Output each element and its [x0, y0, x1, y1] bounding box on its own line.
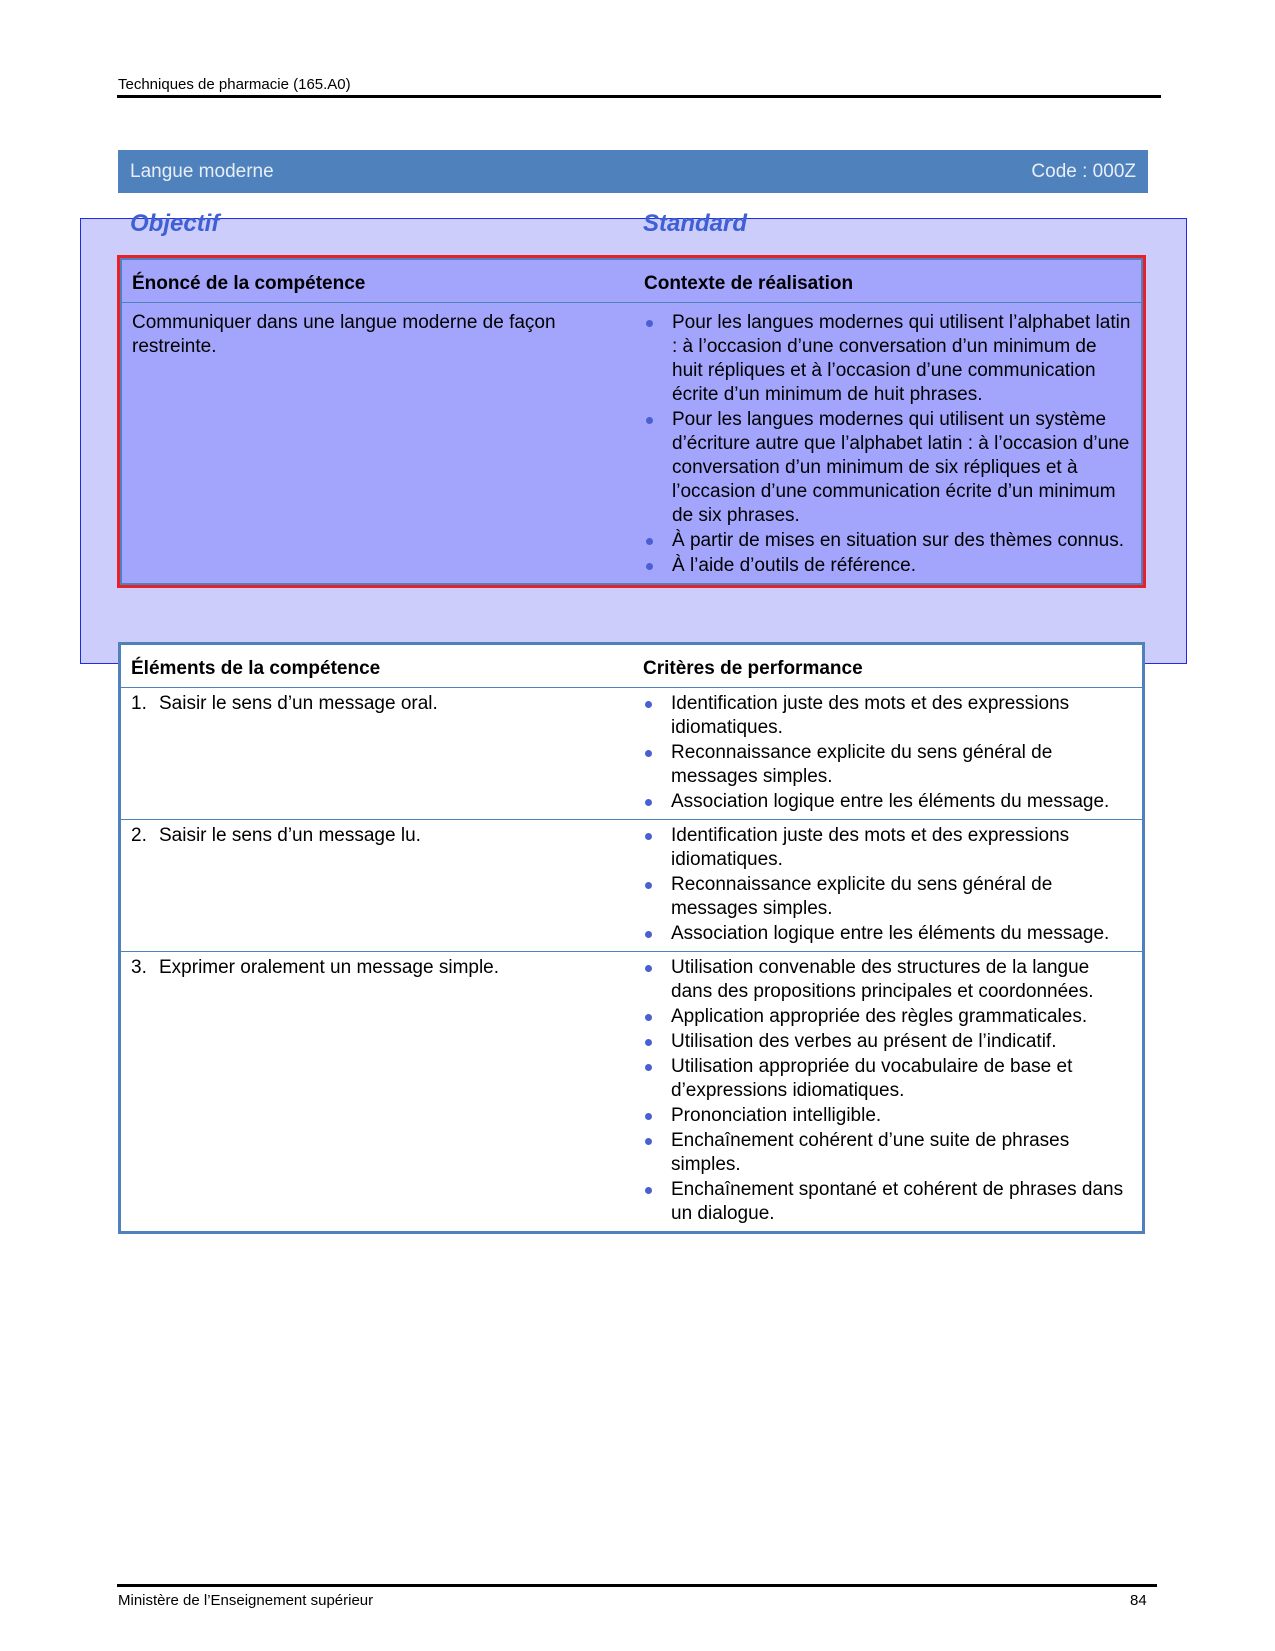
course-title-bar: [118, 150, 1148, 193]
criteria-list: [643, 824, 1132, 946]
criteria-item-text: Enchaînement spontané et cohérent de phrases dans un dialogue.: [671, 1179, 1124, 1224]
criteria-cell: [633, 688, 1144, 820]
bullet-icon: [645, 701, 652, 708]
context-item-text: Pour les langues modernes qui utilisent un système d’écriture autre que l’alphabet latin : à l’occasion d’une conversation d’un minimum de six répliques et à l’occasion d’une communication écrite d’un minimum de six phrases.: [672, 409, 1130, 526]
criteria-item: [643, 956, 1132, 1004]
criteria-cell: [633, 952, 1144, 1233]
criteria-item: [643, 790, 1132, 814]
elements-table-header-row: [120, 644, 1144, 688]
context-item-text: Pour les langues modernes qui utilisent l’alphabet latin : à l’occasion d’une conversation d’un minimum de huit répliques et à l’occasion d’une communication écrite d’un minimum de huit phrases.: [672, 312, 1131, 405]
statement-table-header-row: [121, 259, 1142, 303]
context-item-text: À l’aide d’outils de référence.: [672, 555, 916, 576]
elements-column-header: Éléments de la compétence: [120, 644, 634, 688]
bullet-icon: [646, 320, 653, 327]
bullet-icon: [645, 1138, 652, 1145]
course-name: Langue moderne: [130, 161, 274, 182]
criteria-item: [643, 1129, 1132, 1177]
table-row: [120, 952, 1144, 1233]
criteria-item: [643, 1005, 1132, 1029]
criteria-item-text: Association logique entre les éléments du message.: [671, 791, 1110, 812]
context-list: [644, 311, 1131, 578]
criteria-list: [643, 692, 1132, 814]
criteria-item: [643, 741, 1132, 789]
criteria-list: [643, 956, 1132, 1226]
context-item: [644, 311, 1131, 407]
context-cell: [634, 303, 1142, 585]
bullet-icon: [645, 799, 652, 806]
header-divider: [117, 95, 1161, 98]
criteria-item-text: Utilisation des verbes au présent de l’indicatif.: [671, 1031, 1057, 1052]
criteria-item: [643, 873, 1132, 921]
criteria-item-text: Utilisation convenable des structures de la langue dans des propositions principales et coordonnées.: [671, 957, 1094, 1002]
element-number: 1.: [131, 693, 147, 714]
bullet-icon: [645, 965, 652, 972]
bullet-icon: [646, 538, 653, 545]
criteria-item-text: Prononciation intelligible.: [671, 1105, 882, 1126]
criteria-item-text: Utilisation appropriée du vocabulaire de base et d’expressions idiomatiques.: [671, 1056, 1073, 1101]
criteria-item: [643, 1055, 1132, 1103]
context-item: [644, 529, 1131, 553]
element-cell: [120, 820, 634, 952]
context-column-header: Contexte de réalisation: [634, 259, 1142, 303]
table-row: [120, 688, 1144, 820]
element-number: 2.: [131, 825, 147, 846]
criteria-item-text: Application appropriée des règles grammaticales.: [671, 1006, 1088, 1027]
bullet-icon: [645, 750, 652, 757]
element-text: Saisir le sens d’un message oral.: [159, 693, 438, 714]
criteria-item: [643, 692, 1132, 740]
criteria-item: [643, 922, 1132, 946]
standard-heading: Standard: [643, 210, 748, 237]
context-item: [644, 408, 1131, 528]
bullet-icon: [645, 833, 652, 840]
element-cell: [120, 688, 634, 820]
bullet-icon: [645, 1014, 652, 1021]
context-item-text: À partir de mises en situation sur des thèmes connus.: [672, 530, 1125, 551]
bullet-icon: [645, 1187, 652, 1194]
statement-table-row: [121, 303, 1142, 585]
table-row: [120, 820, 1144, 952]
element-text: Saisir le sens d’un message lu.: [159, 825, 421, 846]
bullet-icon: [646, 417, 653, 424]
criteria-item-text: Association logique entre les éléments du message.: [671, 923, 1110, 944]
bullet-icon: [645, 1039, 652, 1046]
bullet-icon: [646, 563, 653, 570]
bullet-icon: [645, 1113, 652, 1120]
footer-ministry: Ministère de l’Enseignement supérieur: [118, 1592, 374, 1609]
competency-statement: Communiquer dans une langue moderne de façon restreinte.: [132, 312, 556, 357]
criteria-cell: [633, 820, 1144, 952]
statement-column-header: Énoncé de la compétence: [121, 259, 634, 303]
criteria-item-text: Reconnaissance explicite du sens général de messages simples.: [671, 742, 1053, 787]
element-cell: [120, 952, 634, 1233]
course-code: Code : 000Z: [1031, 161, 1136, 182]
context-item: [644, 554, 1131, 578]
criteria-item: [643, 1030, 1132, 1054]
criteria-item: [643, 1104, 1132, 1128]
element-number: 3.: [131, 957, 147, 978]
bullet-icon: [645, 1064, 652, 1071]
objective-heading: Objectif: [130, 210, 220, 237]
bullet-icon: [645, 882, 652, 889]
criteria-item-text: Identification juste des mots et des expressions idiomatiques.: [671, 825, 1070, 870]
criteria-item-text: Enchaînement cohérent d’une suite de phrases simples.: [671, 1130, 1070, 1175]
footer-divider: [117, 1584, 1157, 1587]
bullet-icon: [645, 931, 652, 938]
competency-elements-table: [118, 642, 1145, 1234]
page-number: 84: [1130, 1592, 1147, 1609]
criteria-item: [643, 1178, 1132, 1226]
competency-statement-table: [120, 258, 1143, 585]
document-header-title: Techniques de pharmacie (165.A0): [118, 76, 351, 93]
criteria-item: [643, 824, 1132, 872]
criteria-item-text: Reconnaissance explicite du sens général de messages simples.: [671, 874, 1053, 919]
criteria-item-text: Identification juste des mots et des expressions idiomatiques.: [671, 693, 1070, 738]
criteria-column-header: Critères de performance: [633, 644, 1144, 688]
element-text: Exprimer oralement un message simple.: [159, 957, 500, 978]
